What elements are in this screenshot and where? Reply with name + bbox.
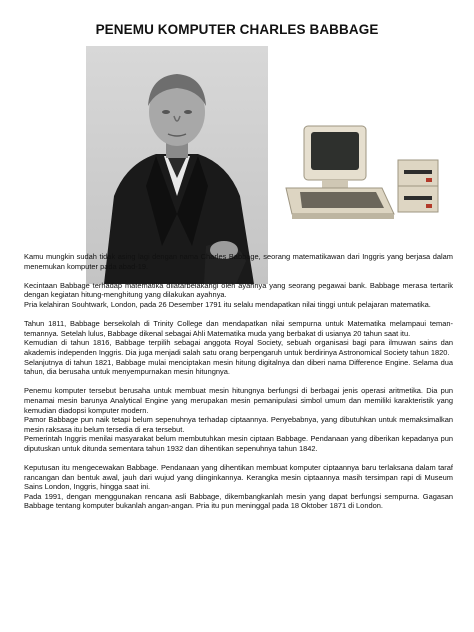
paragraph-line: Kemudian di tahun 1816, Babbage terpilih sebagai anggota Royal Society, sebuah organisasi bagi para ilmuwan sains dan akademis independen Inggris. Dia juga menjadi salah satu orang berpengaruh untuk berdirinya Astronomical Society tahun 1820.	[24, 338, 453, 357]
article-body	[24, 252, 453, 511]
paragraph-line: Pamor Babbage pun naik tetapi belum sepenuhnya terhadap ciptaannya. Penyebabnya, yang dibutuhkan untuk memaksimalkan mesin raksasa itu belum tersedia di era tersebut.	[24, 415, 453, 434]
page-title: PENEMU KOMPUTER CHARLES BABBAGE	[95, 22, 379, 37]
portrait-photo	[86, 46, 268, 284]
computer-illustration	[282, 122, 442, 222]
paragraph-line: Pemerintah Inggris menilai masyarakat belum membutuhkan mesin ciptaan Babbage. Pendanaan yang diberikan kepadanya pun diputuskan untuk ditunda sementara tahun 1932 dan dihentikan sepenuhnya tahun 1842.	[24, 434, 453, 453]
paragraph-line: Tahun 1811, Babbage bersekolah di Trinity College dan mendapatkan nilai sempurna untuk Matematika melampaui teman-temannya. Setelah lulus, Babbage dikenal sebagai Ahli Matematika muda yang berbakat di usianya 20 tahun saat itu.	[24, 319, 453, 338]
paragraph-line: Selanjutnya di tahun 1821, Babbage mulai menciptakan mesin hitung digitalnya dan diberi nama Difference Engine. Selama dua tahun, dia berusaha untuk menyempurnakan mesin hitungnya.	[24, 357, 453, 377]
paragraph-line: Pria kelahiran Souhtwark, London, pada 26 Desember 1791 itu selalu mendapatkan nilai tinggi untuk pelajaran matematika.	[24, 299, 431, 309]
paragraph-line: Pada 1991, dengan menggunakan rencana asli Babbage, dikembangkanlah mesin yang dapat berfungsi sempurna. Gagasan Babbage tentang komputer bukanlah angan-angan. Pria itu pun meninggal pada 18 Oktober 1871 di London.	[24, 491, 453, 511]
paragraph-line: Kamu mungkin sudah tidak asing lagi dengan nama Charles Babbage, seorang matematikawan dari Inggris yang berjasa dalam menemukan komputer pada abad-19.	[24, 252, 453, 271]
paragraph-line: Kecintaan Babbage terhadap matematika dilatarbelakangi oleh ayahnya yang seorang pegawai bank. Babbage merasa tertarik dengan kegiatan hitung-menghitung yang dilakukan ayahnya.	[24, 280, 453, 300]
paragraph-line: Penemu komputer tersebut berusaha untuk membuat mesin hitungnya berfungsi di berbagai jenis operasi aritmetika. Dia pun menamai mesin barunya Analytical Engine yang merupakan mesin pemanipulasi simbol umum dan memiliki karakteristik yang kemudian diadopsi komputer modern.	[24, 386, 453, 415]
paragraph-line: Keputusan itu mengecewakan Babbage. Pendanaan yang dihentikan membuat komputer ciptaannya baru terlaksana dalam taraf rancangan dan bentuk awal, jauh dari wujud yang diinginkannya. Kerangka mesin ciptaannya masih tersimpan rapi di Museum Sains London, Inggris, hingga saat ini.	[24, 463, 453, 492]
